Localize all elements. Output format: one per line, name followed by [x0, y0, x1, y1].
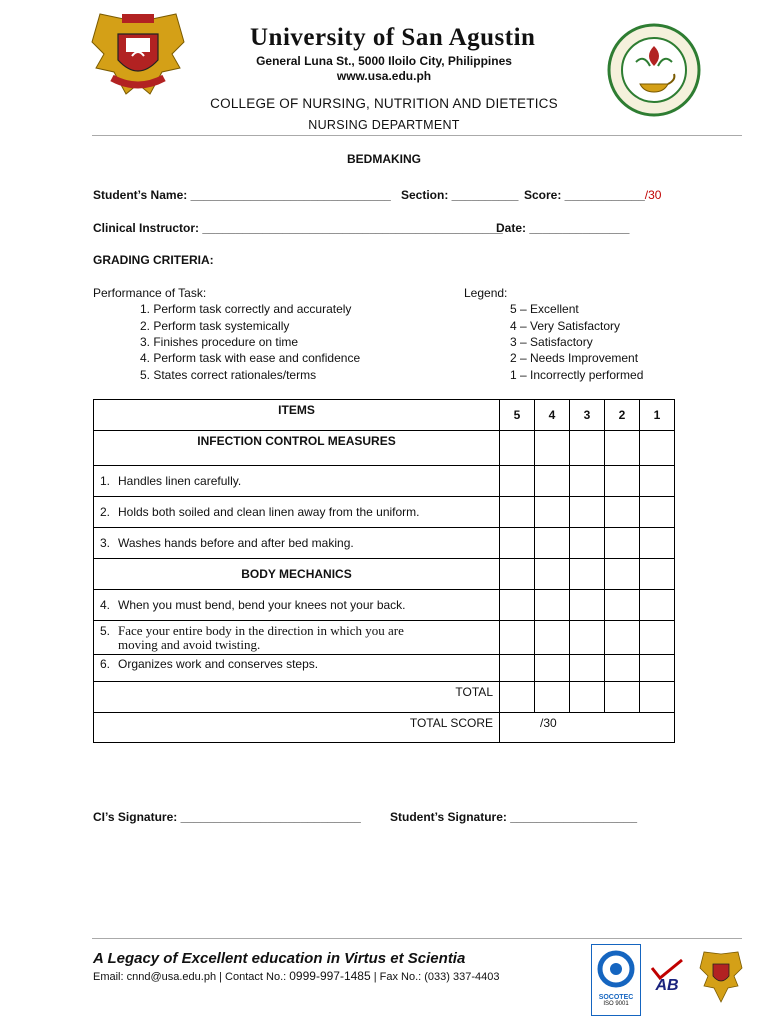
legend-item: 2 – Needs Improvement: [510, 351, 639, 365]
score-cell[interactable]: [500, 559, 535, 590]
score-cell[interactable]: [500, 682, 535, 713]
score-cell[interactable]: [500, 655, 535, 682]
rubric-table: [93, 399, 675, 743]
table-row: [94, 655, 675, 682]
items-header: ITEMS: [94, 400, 500, 431]
form-title: BEDMAKING: [347, 152, 421, 166]
score-cell[interactable]: [605, 682, 640, 713]
score-cell[interactable]: [570, 497, 605, 528]
score-cell[interactable]: [570, 621, 605, 655]
table-row: [94, 466, 675, 497]
score-cell[interactable]: [605, 559, 640, 590]
score-header-4: 4: [535, 400, 570, 431]
performance-item: 3. Finishes procedure on time: [140, 335, 299, 349]
score-cell[interactable]: [570, 655, 605, 682]
performance-heading: Performance of Task:: [93, 286, 207, 300]
item-cell: 4. When you must bend, bend your knees not your back.: [94, 590, 500, 621]
score-cell[interactable]: [535, 431, 570, 466]
score-cell[interactable]: [640, 655, 675, 682]
legend-item: 1 – Incorrectly performed: [510, 368, 644, 382]
score-header-2: 2: [605, 400, 640, 431]
score-cell[interactable]: [535, 655, 570, 682]
score-cell[interactable]: [640, 559, 675, 590]
section-row: [94, 559, 675, 590]
score-cell[interactable]: [500, 590, 535, 621]
legend-item: 4 – Very Satisfactory: [510, 319, 621, 333]
score-cell[interactable]: [535, 528, 570, 559]
date-field[interactable]: Date: _______________: [496, 221, 630, 235]
item-cell: 2. Holds both soiled and clean linen away from the uniform.: [94, 497, 500, 528]
score-cell[interactable]: [640, 466, 675, 497]
score-cell[interactable]: [535, 621, 570, 655]
score-cell[interactable]: [500, 528, 535, 559]
score-total: /30: [644, 188, 662, 202]
table-row: [94, 497, 675, 528]
footer-contact: Email: cnnd@usa.edu.ph | Contact No.: 0999-997-1485 | Fax No.: (033) 337-4403: [93, 969, 500, 983]
score-cell[interactable]: [640, 590, 675, 621]
score-cell[interactable]: [500, 431, 535, 466]
score-cell[interactable]: [570, 466, 605, 497]
table-header-row: [94, 400, 675, 431]
score-cell[interactable]: [605, 466, 640, 497]
score-cell[interactable]: [640, 621, 675, 655]
score-cell[interactable]: [500, 466, 535, 497]
score-cell[interactable]: [605, 528, 640, 559]
score-cell[interactable]: [535, 682, 570, 713]
performance-item: 2. Perform task systemically: [140, 319, 290, 333]
legend-heading: Legend:: [464, 286, 508, 300]
student-signature-field[interactable]: Student’s Signature: ___________________: [390, 810, 638, 824]
score-cell[interactable]: [500, 621, 535, 655]
score-cell[interactable]: [605, 655, 640, 682]
score-cell[interactable]: [640, 431, 675, 466]
performance-item: 5. States correct rationales/terms: [140, 368, 317, 382]
college-name: COLLEGE OF NURSING, NUTRITION AND DIETETICS: [210, 96, 558, 111]
section-infection-control: INFECTION CONTROL MEASURES: [94, 431, 500, 466]
score-cell[interactable]: [640, 497, 675, 528]
footer-motto: A Legacy of Excellent education in Virtus et Scientia: [93, 950, 466, 967]
item-cell: 6. Organizes work and conserves steps.: [94, 655, 500, 682]
socotec-label: SOCOTEC: [598, 994, 634, 1001]
score-cell[interactable]: [640, 528, 675, 559]
university-website: www.usa.edu.ph: [336, 69, 432, 83]
total-label: TOTAL: [94, 682, 500, 713]
total-row: [94, 682, 675, 713]
score-cell[interactable]: [570, 559, 605, 590]
iso-label: ISO 9001: [603, 1001, 629, 1007]
score-cell[interactable]: [605, 621, 640, 655]
footer-divider: [92, 938, 742, 939]
item-cell: 3. Washes hands before and after bed making.: [94, 528, 500, 559]
score-cell[interactable]: [605, 590, 640, 621]
legend-item: 3 – Satisfactory: [510, 335, 593, 349]
grading-criteria-heading: GRADING CRITERIA:: [93, 253, 214, 267]
table-row: [94, 528, 675, 559]
university-name: University of San Agustin: [250, 24, 536, 51]
item-cell: 5. Face your entire body in the direction in which you are moving and avoid twisting.: [94, 621, 500, 655]
total-score-row: [94, 713, 675, 743]
score-cell[interactable]: [500, 497, 535, 528]
item-cell: 1. Handles linen carefully.: [94, 466, 500, 497]
score-cell[interactable]: [535, 590, 570, 621]
university-address: General Luna St., 5000 Iloilo City, Philippines: [256, 54, 512, 68]
total-score-label: TOTAL SCORE: [94, 713, 500, 743]
section-row: [94, 431, 675, 466]
score-cell[interactable]: [570, 431, 605, 466]
performance-item: 1. Perform task correctly and accurately: [140, 302, 352, 316]
score-cell[interactable]: [535, 497, 570, 528]
score-cell[interactable]: [605, 431, 640, 466]
ci-signature-field[interactable]: CI’s Signature: ___________________________: [93, 810, 361, 824]
section-field[interactable]: Section: __________: [401, 188, 519, 202]
score-cell[interactable]: [570, 682, 605, 713]
student-name-field[interactable]: Student’s Name: ______________________________: [93, 188, 391, 202]
socotec-logo-icon: [596, 949, 636, 989]
score-cell[interactable]: [640, 682, 675, 713]
score-cell[interactable]: [605, 497, 640, 528]
score-header-3: 3: [570, 400, 605, 431]
score-cell[interactable]: [570, 590, 605, 621]
table-row: [94, 590, 675, 621]
ab-label: AB: [655, 977, 679, 994]
score-cell[interactable]: [535, 559, 570, 590]
legend-item: 5 – Excellent: [510, 302, 579, 316]
score-field[interactable]: Score: ____________/30: [524, 188, 662, 202]
section-body-mechanics: BODY MECHANICS: [94, 559, 500, 590]
total-score-value[interactable]: /30: [500, 713, 675, 743]
score-header-1: 1: [640, 400, 675, 431]
performance-item: 4. Perform task with ease and confidence: [140, 351, 361, 365]
clinical-instructor-field[interactable]: Clinical Instructor: _____________________________________________: [93, 221, 503, 235]
department-name: NURSING DEPARTMENT: [308, 118, 460, 132]
header-divider: [92, 135, 742, 136]
table-row: [94, 621, 675, 655]
score-cell[interactable]: [535, 466, 570, 497]
university-seal-footer: [698, 950, 744, 1008]
socotec-badge: [591, 944, 641, 1016]
ab-accreditation-badge: [643, 958, 691, 1004]
score-header-5: 5: [500, 400, 535, 431]
score-cell[interactable]: [570, 528, 605, 559]
